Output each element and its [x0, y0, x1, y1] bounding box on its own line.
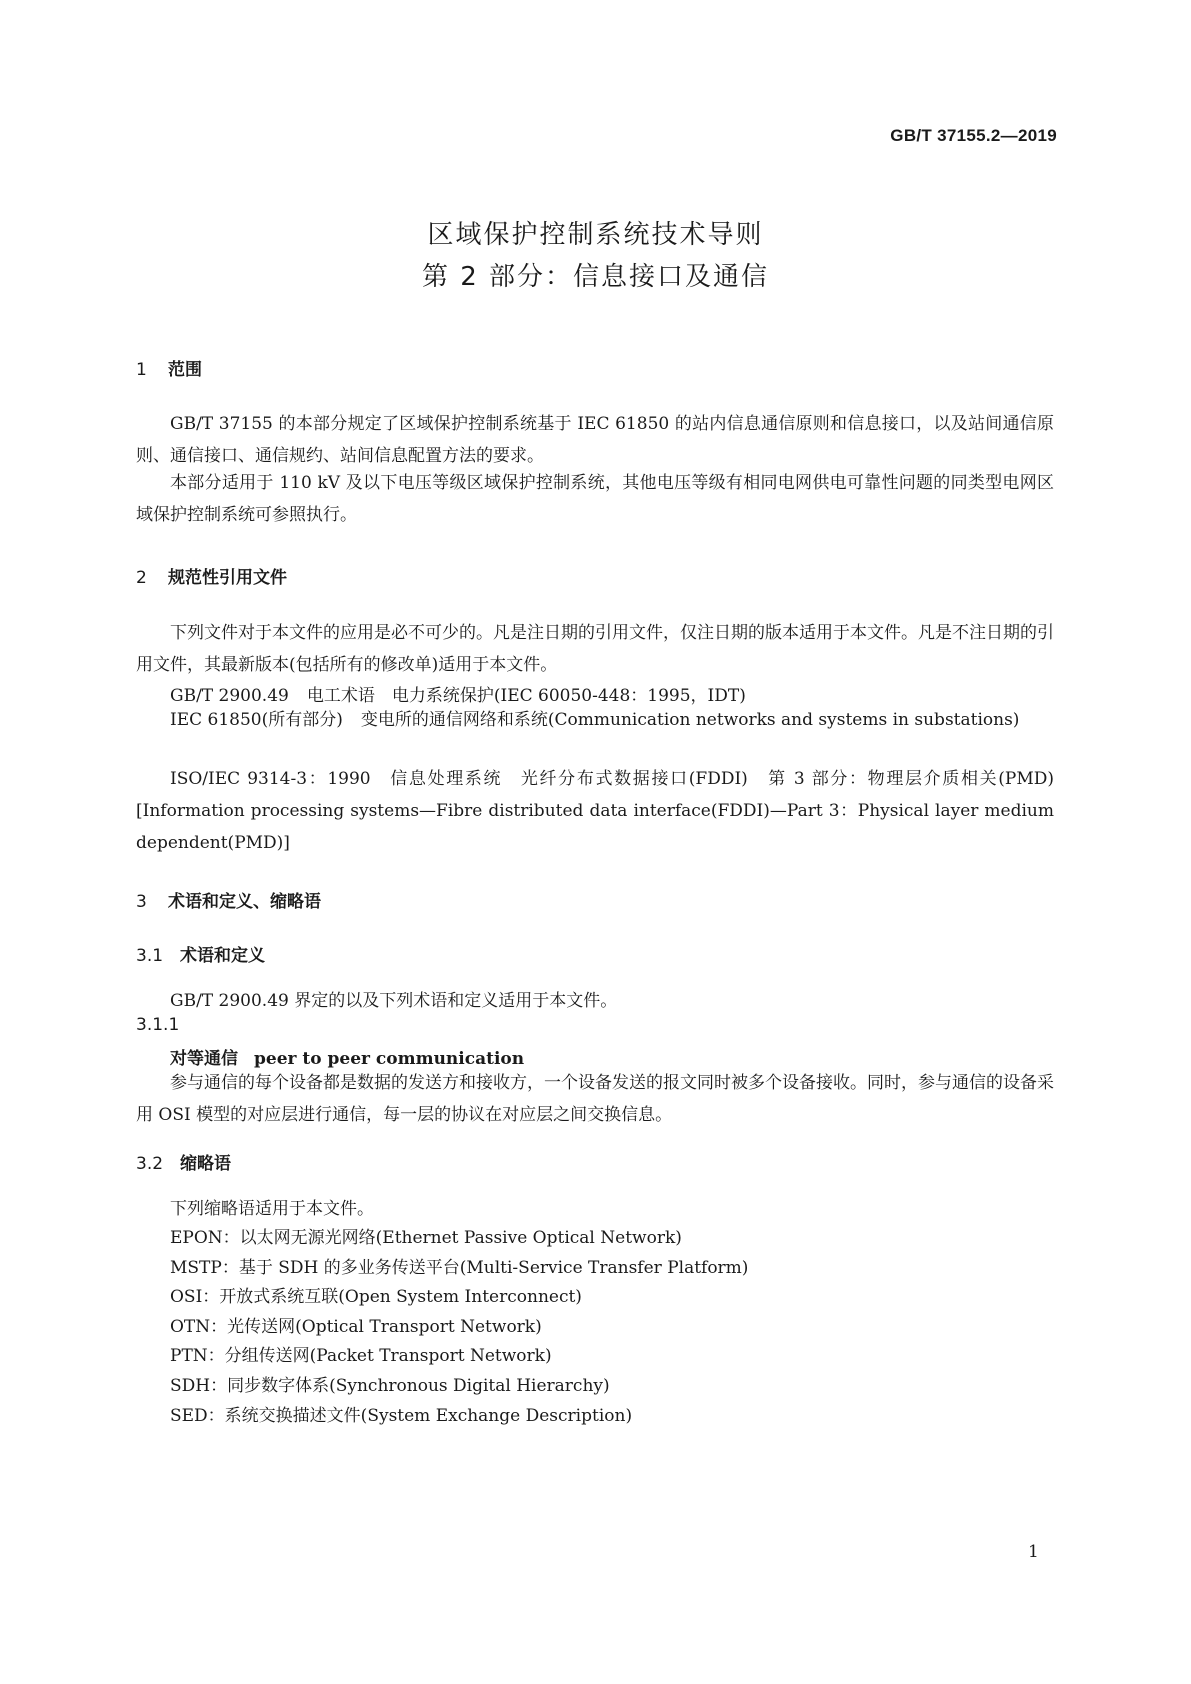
abbreviation-mstp: MSTP：基于 SDH 的多业务传送平台(Multi-Service Transfer Platform)	[170, 1258, 749, 1278]
term-number: 3.1.1	[136, 1015, 180, 1035]
reference-title: 电工术语 电力系统保护(IEC 60050-448：1995，IDT)	[306, 686, 746, 706]
term-definition: 参与通信的每个设备都是数据的发送方和接收方，一个设备发送的报文同时被多个设备接收。同时，参与通信的设备采用 OSI 模型的对应层进行通信，每一层的协议在对应层之间交换信息。	[136, 1073, 1054, 1125]
reference-title: 信息处理系统 光纤分布式数据接口(FDDI) 第 3 部分：物理层介质相关(PMD)[Information processing systems—Fibre distributed data interface(FDDI)—Part 3：Physical layer medium dependent(PMD)]	[136, 769, 1054, 853]
reference-code: GB/T 2900.49	[170, 686, 289, 706]
page-number: 1	[1028, 1542, 1039, 1562]
abbreviation-sdh: SDH：同步数字体系(Synchronous Digital Hierarchy)	[170, 1376, 610, 1396]
abbreviation-osi: OSI：开放式系统互联(Open System Interconnect)	[170, 1287, 582, 1307]
term-heading	[170, 1044, 524, 1069]
reference-code: ISO/IEC 9314-3：1990	[170, 769, 371, 789]
reference-3	[136, 763, 1054, 859]
section-title: 术语和定义	[180, 946, 265, 966]
abbreviation-ptn: PTN：分组传送网(Packet Transport Network)	[170, 1346, 552, 1366]
reference-2	[136, 704, 1054, 736]
section-3-heading	[136, 887, 321, 912]
section-number: 1	[136, 360, 147, 380]
section-3-2-intro: 下列缩略语适用于本文件。	[170, 1199, 374, 1219]
abbreviation-otn: OTN：光传送网(Optical Transport Network)	[170, 1317, 542, 1337]
term-english: peer to peer communication	[254, 1049, 525, 1069]
section-title: 术语和定义、缩略语	[168, 892, 321, 912]
section-3-2-heading	[136, 1149, 231, 1174]
abbreviation-sed: SED：系统交换描述文件(System Exchange Description)	[170, 1406, 633, 1426]
section-title: 规范性引用文件	[168, 568, 287, 588]
reference-1	[170, 681, 746, 706]
section-title: 范围	[168, 360, 202, 380]
section-number: 3.1	[136, 946, 164, 966]
section-title: 缩略语	[180, 1154, 231, 1174]
section-3-1-heading	[136, 941, 265, 966]
section-number: 3.2	[136, 1154, 164, 1174]
abbreviation-epon: EPON：以太网无源光网络(Ethernet Passive Optical Network)	[170, 1228, 682, 1248]
section-1-paragraph-1: GB/T 37155 的本部分规定了区域保护控制系统基于 IEC 61850 的站内信息通信原则和信息接口，以及站间通信原则、通信接口、通信规约、站间信息配置方法的要求。	[136, 414, 1054, 466]
section-1-heading	[136, 355, 202, 380]
term-chinese: 对等通信	[170, 1049, 238, 1069]
document-title-line2: 第 2 部分：信息接口及通信	[421, 262, 770, 292]
section-number: 2	[136, 568, 147, 588]
standard-code: GB/T 37155.2—2019	[890, 126, 1057, 145]
section-number: 3	[136, 892, 147, 912]
section-2-intro: 下列文件对于本文件的应用是必不可少的。凡是注日期的引用文件，仅注日期的版本适用于本文件。凡是不注日期的引用文件，其最新版本(包括所有的修改单)适用于本文件。	[136, 623, 1054, 675]
document-title-line1: 区域保护控制系统技术导则	[427, 220, 764, 250]
reference-code: IEC 61850(所有部分)	[170, 710, 343, 730]
section-2-heading	[136, 563, 287, 588]
section-1-paragraph-2: 本部分适用于 110 kV 及以下电压等级区域保护控制系统，其他电压等级有相同电网供电可靠性问题的同类型电网区域保护控制系统可参照执行。	[136, 473, 1054, 525]
reference-title: 变电所的通信网络和系统(Communication networks and systems in substations)	[360, 710, 1020, 730]
section-3-1-intro: GB/T 2900.49 界定的以及下列术语和定义适用于本文件。	[170, 991, 618, 1011]
